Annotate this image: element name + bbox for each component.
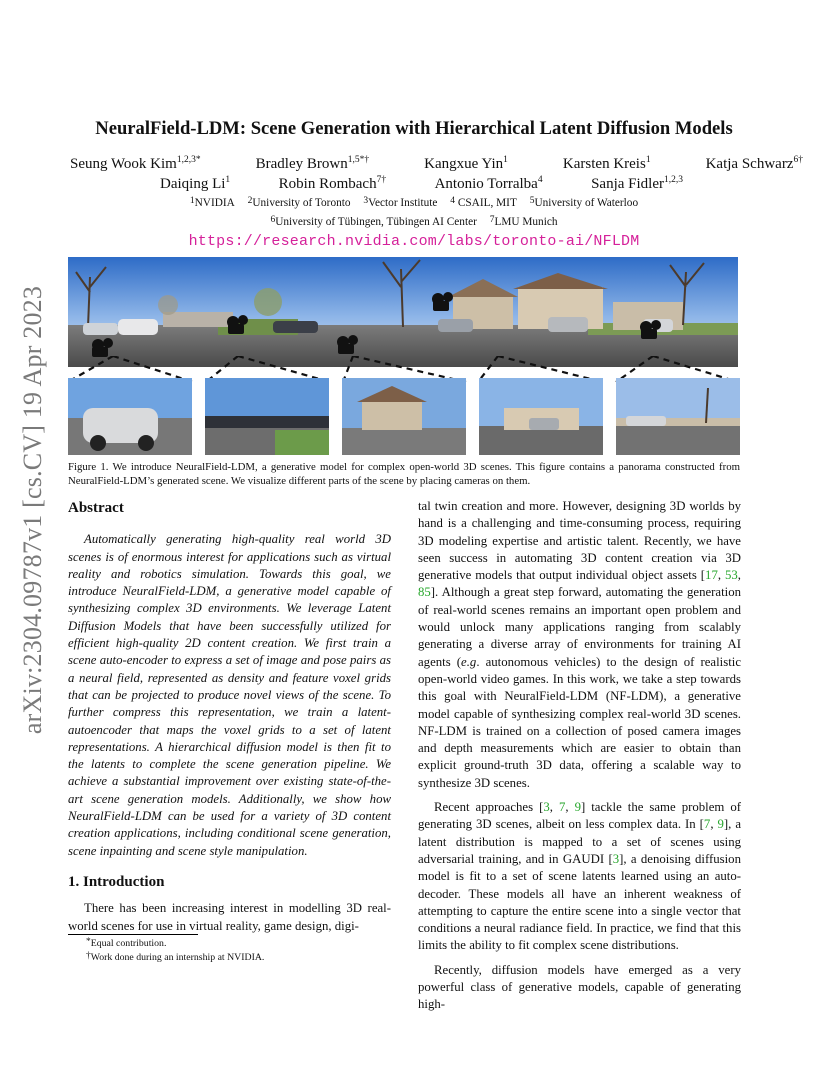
citation-link[interactable]: 7	[558, 800, 566, 815]
section-heading-introduction: 1. Introduction	[68, 873, 165, 890]
affiliation: $^1$NVIDIA	[189, 196, 235, 209]
affiliations-row2	[0, 216, 828, 228]
citation-link[interactable]: 7	[703, 817, 711, 832]
affiliation: $^3$Vector Institute	[363, 196, 438, 209]
affiliation: $^7$LMU Munich	[489, 215, 558, 228]
author: Antonio Torralba$^4$	[434, 175, 543, 192]
thumbnail-image	[342, 378, 466, 455]
body-paragraph: Recent approaches [3, 7, 9] tackle the same problem of generating 3D scenes, albeit on less complex data. In [7, 9], a latent distribution is mapped to a set of scenes using adversarial training, and in GAUDI [3], a denoising diffusion model is fit to a set of scene latents learned using an auto-decoder. These models all have an inherent weakness of attempting to capture the entire scene into a single vector that conditions a neural radiance field. In practice, we find that this limits the ability to fit complex scene distributions.	[418, 800, 742, 953]
footnote: *Equal contribution.	[86, 937, 167, 949]
body-paragraph: tal twin creation and more. However, designing 3D worlds by hand is a challenging and time-consuming process, requiring 3D modeling expertise and artistic talent. Recently, we have seen success in automating 3D content creation via 3D generative models that output individual object assets [17, 53, 85]. Although a great step forward, automating the generation of real-world scenes remains an important open problem and would unlock many applications ranging from scalably generating a diverse array of environments for training AI agents (e.g. autonomous vehicles) to the design of realistic open-world video games. In this work, we take a step towards this goal with NeuralField-LDM (NF-LDM), a generative model capable of synthesizing complex real-world 3D scenes. NF-LDM is trained on a collection of posed camera images and depth measurements which are easier to obtain than explicit ground-truth 3D data, offering a scalable way to synthesize 3D scenes.	[418, 499, 741, 790]
thumbnail-image	[479, 378, 603, 455]
affiliation: $^6$University of Tübingen, Tübingen AI Center	[270, 215, 477, 228]
figure-panorama	[68, 257, 738, 367]
author: Karsten Kreis$^1$	[562, 155, 651, 172]
left-column	[68, 500, 391, 935]
thumbnail-image	[68, 378, 192, 455]
affiliation: $^5$University of Waterloo	[529, 196, 639, 209]
author: Bradley Brown$^{1,5*\dagger}$	[255, 155, 370, 172]
author: Robin Rombach$^{7\dagger}$	[278, 175, 387, 192]
citation-link[interactable]: 53	[725, 568, 738, 583]
body-paragraph: Recently, diffusion models have emerged as a very powerful class of generative models, capable of generating high-	[418, 962, 741, 1012]
author-list-row1	[70, 156, 803, 173]
project-url-link[interactable]: https://research.nvidia.com/labs/toronto-ai/NFLDM	[188, 233, 640, 250]
figure-caption: Figure 1. We introduce NeuralField-LDM, a generative model for complex open-world 3D scenes. This figure contains a panorama constructed from NeuralField-LDM’s generated scene. We visualize different parts of the scene by placing cameras on them.	[68, 461, 740, 487]
affiliations-row1	[0, 197, 828, 209]
author: Seung Wook Kim$^{1,2,3*}$	[70, 155, 201, 172]
citation-link[interactable]: 85	[418, 585, 431, 600]
thumbnail-image	[616, 378, 740, 455]
paper-title: NeuralField-LDM: Scene Generation with Hierarchical Latent Diffusion Models	[95, 118, 733, 139]
citation-link[interactable]: 17	[705, 568, 718, 583]
author: Sanja Fidler$^{1,2,3}$	[591, 175, 683, 192]
author: Kangxue Yin$^1$	[424, 155, 508, 172]
author: Daiqing Li$^1$	[160, 175, 231, 192]
footnote-rule	[68, 934, 198, 935]
author: Katja Schwarz$^{6\dagger}$	[705, 155, 803, 172]
footnote: †Work done during an internship at NVIDIA.	[86, 951, 265, 963]
citation-link[interactable]: 9	[717, 817, 724, 832]
citation-link[interactable]: 3	[543, 800, 550, 815]
abstract-heading: Abstract	[68, 500, 124, 516]
figure-thumbnails	[68, 378, 738, 455]
arxiv-stamp: arXiv:2304.09787v1 [cs.CV] 19 Apr 2023	[18, 285, 47, 735]
thumbnail-image	[205, 378, 329, 455]
right-column	[418, 498, 741, 1014]
citation-link[interactable]: 3	[612, 851, 620, 866]
citation-link[interactable]: 9	[574, 800, 581, 815]
affiliation: $^4$ CSAIL, MIT	[450, 196, 517, 209]
affiliation: $^2$University of Toronto	[247, 196, 351, 209]
author-list-row2	[160, 176, 683, 193]
intro-paragraph: There has been increasing interest in modelling 3D real-world scenes for use in virtual reality, game design, digi-	[68, 901, 391, 933]
abstract-text: Automatically generating high-quality real world 3D scenes is of enormous interest for applications such as virtual reality and robotics simulation. Towards this goal, we introduce NeuralField-LDM, a generative model capable of synthesizing complex 3D environments. We leverage Latent Diffusion Models that have been successfully utilized for efficient high-quality 2D content creation. We first train a scene auto-encoder to express a set of image and pose pairs as a neural field, represented as density and feature voxel grids that can be projected to produce novel views of the scene. To further compress this representation, we train a latent-autoencoder that maps the voxel grids to a set of latent representations. A hierarchical diffusion model is then fit to the latents to complete the scene generation pipeline. We achieve a substantial improvement over existing state-of-the-art scene generation models. Additionally, we show how NeuralField-LDM can be used for a variety of 3D content creation applications, including conditional scene generation, scene inpainting and scene style manipulation.	[68, 532, 391, 858]
